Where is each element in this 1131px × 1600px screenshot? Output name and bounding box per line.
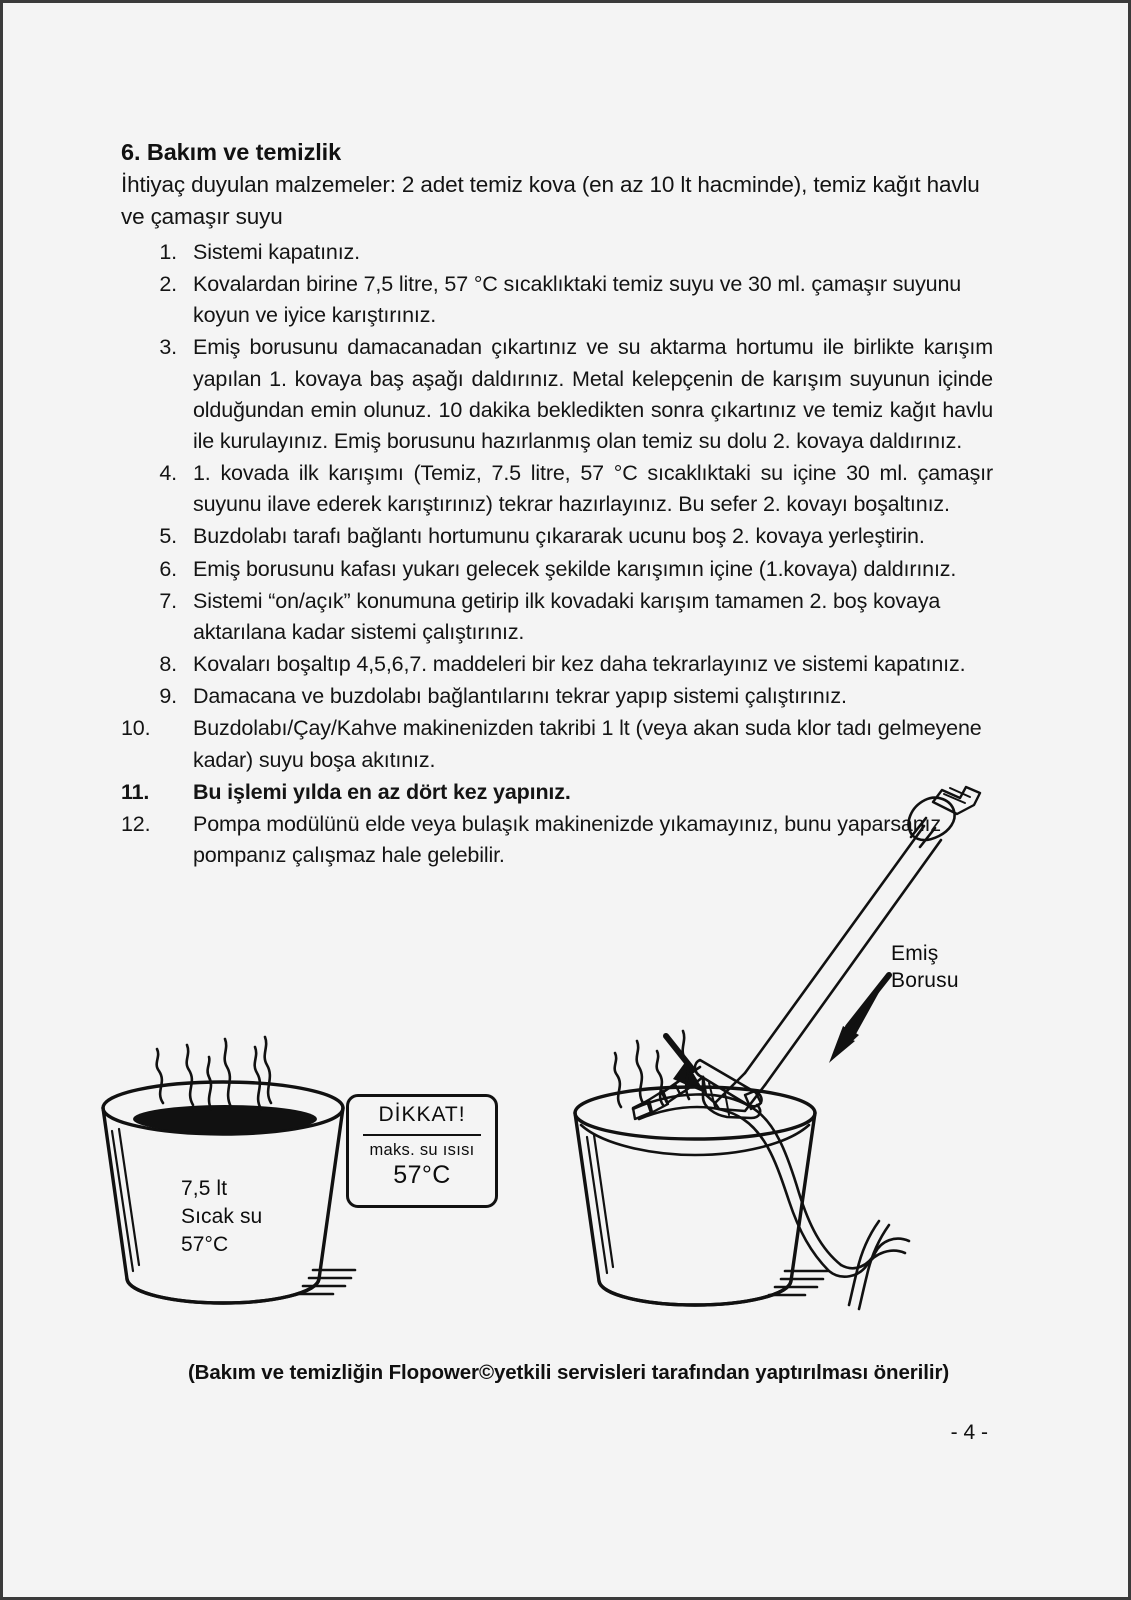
step-text: Damacana ve buzdolabı bağlantılarını tekrar yapıp sistemi çalıştırınız. <box>193 684 847 709</box>
step-text: Kovaları boşaltıp 4,5,6,7. maddeleri bir kez daha tekrarlayınız ve sistemi kapatınız. <box>193 652 966 677</box>
cleaning-procedure-illustration <box>3 773 1131 1333</box>
instruction-step <box>121 586 993 648</box>
right-bucket-drawing <box>575 1087 827 1305</box>
materials-intro-paragraph: İhtiyaç duyulan malzemeler: 2 adet temiz kova (en az 10 lt hacminde), temiz kağıt havlu ve çamaşır suyu <box>121 172 980 229</box>
instruction-step <box>121 713 993 775</box>
step-text: Kovalardan birine 7,5 litre, 57 °C sıcaklıktaki temiz suyu ve 30 ml. çamaşır suyunu koyun ve iyice karıştırınız. <box>193 272 962 328</box>
step-text: Buzdolabı tarafı bağlantı hortumunu çıkararak ucunu boş 2. kovaya yerleştirin. <box>193 524 925 549</box>
suction-pipe-label <box>891 941 959 995</box>
illustration-svg <box>3 773 1131 1333</box>
page-number: - 4 - <box>950 1421 988 1444</box>
instruction-step <box>121 521 993 552</box>
step-text: Buzdolabı/Çay/Kahve makinenizden takribi 1 lt (veya akan suda klor tadı gelmeyene kadar) suyu boşa akıtınız. <box>193 716 982 772</box>
left-bucket-volume: 7,5 lt <box>181 1177 228 1200</box>
instruction-step <box>121 332 993 457</box>
step-text: Emiş borusunu kafası yukarı gelecek şekilde karışımın içine (1.kovaya) daldırınız. <box>193 556 957 581</box>
instruction-step <box>121 269 993 331</box>
left-bucket-label <box>181 1175 262 1259</box>
step-number: 3. <box>159 335 177 360</box>
step-number: 2. <box>159 272 177 297</box>
step-number: 8. <box>159 652 177 677</box>
step-number: 12. <box>121 811 151 836</box>
step-text: Sistemi “on/açık” konumuna getirip ilk kovadaki karışım tamamen 2. boş kovaya aktarılana kadar sistemi çalıştırınız. <box>193 588 941 644</box>
footer-note: (Bakım ve temizliğin Flopower©yetkili servisleri tarafından yaptırılması önerilir) <box>187 1361 950 1384</box>
left-bucket-steam <box>157 1037 271 1109</box>
step-text: Sistemi kapatınız. <box>193 239 360 264</box>
left-bucket-temperature: 57°C <box>181 1232 229 1256</box>
step-number: 5. <box>159 524 177 549</box>
warning-box-subtitle: maks. su ısısı <box>369 1141 475 1159</box>
warning-box-temperature: 57°C <box>393 1161 451 1189</box>
pipe-pointer-arrow <box>829 975 889 1063</box>
step-number: 7. <box>159 588 177 613</box>
step-number: 6. <box>159 556 177 581</box>
suction-pipe-label-line1: Emiş <box>891 942 939 965</box>
step-number: 1. <box>159 239 177 264</box>
left-bucket-content: Sıcak su <box>181 1204 263 1228</box>
instruction-step <box>121 554 993 585</box>
instruction-step <box>121 458 993 520</box>
warning-box-divider <box>363 1134 481 1136</box>
step-text: 1. kovada ilk karışımı (Temiz, 7.5 litre, 57 °C sıcaklıktaki su içine 30 ml. çamaşır suyunu ilave ederek karıştırınız) tekrar hazırlayınız. Bu sefer 2. kovayı boşaltınız. <box>193 461 993 517</box>
instruction-step <box>121 237 993 268</box>
warning-box <box>346 1094 498 1208</box>
page-title: 6. Bakım ve temizlik <box>121 139 342 165</box>
instruction-step <box>121 649 993 680</box>
instruction-step <box>121 681 993 712</box>
step-number: 9. <box>159 684 177 709</box>
transfer-hose-drawing <box>633 1091 909 1309</box>
step-number: 10. <box>121 716 151 741</box>
step-number: 4. <box>159 461 177 486</box>
step-text: Emiş borusunu damacanadan çıkartınız ve su aktarma hortumu ile birlikte karışım yapılan 1. kovaya baş aşağı daldırınız. Metal kelepçenin de karışım suyunun içinde olduğundan emin olunuz. 10 dakika bekledikten sonra çıkartınız ve temiz kağıt havlu ile kurulayınız. Emiş borusunu hazırlanmış olan temiz su dolu 2. kovaya daldırınız. <box>193 335 993 453</box>
step-number: 11. <box>121 779 150 804</box>
suction-pipe-label-line2: Borusu <box>891 968 959 992</box>
step-text: Bu işlemi yılda en az dört kez yapınız. <box>193 779 571 804</box>
step-text: Pompa modülünü elde veya bulaşık makinenizde yıkamayınız, bunu yaparsanız pompanız çalışmaz hale gelebilir. <box>193 811 941 868</box>
document-body <box>121 139 993 872</box>
warning-box-title: DİKKAT! <box>378 1103 466 1126</box>
